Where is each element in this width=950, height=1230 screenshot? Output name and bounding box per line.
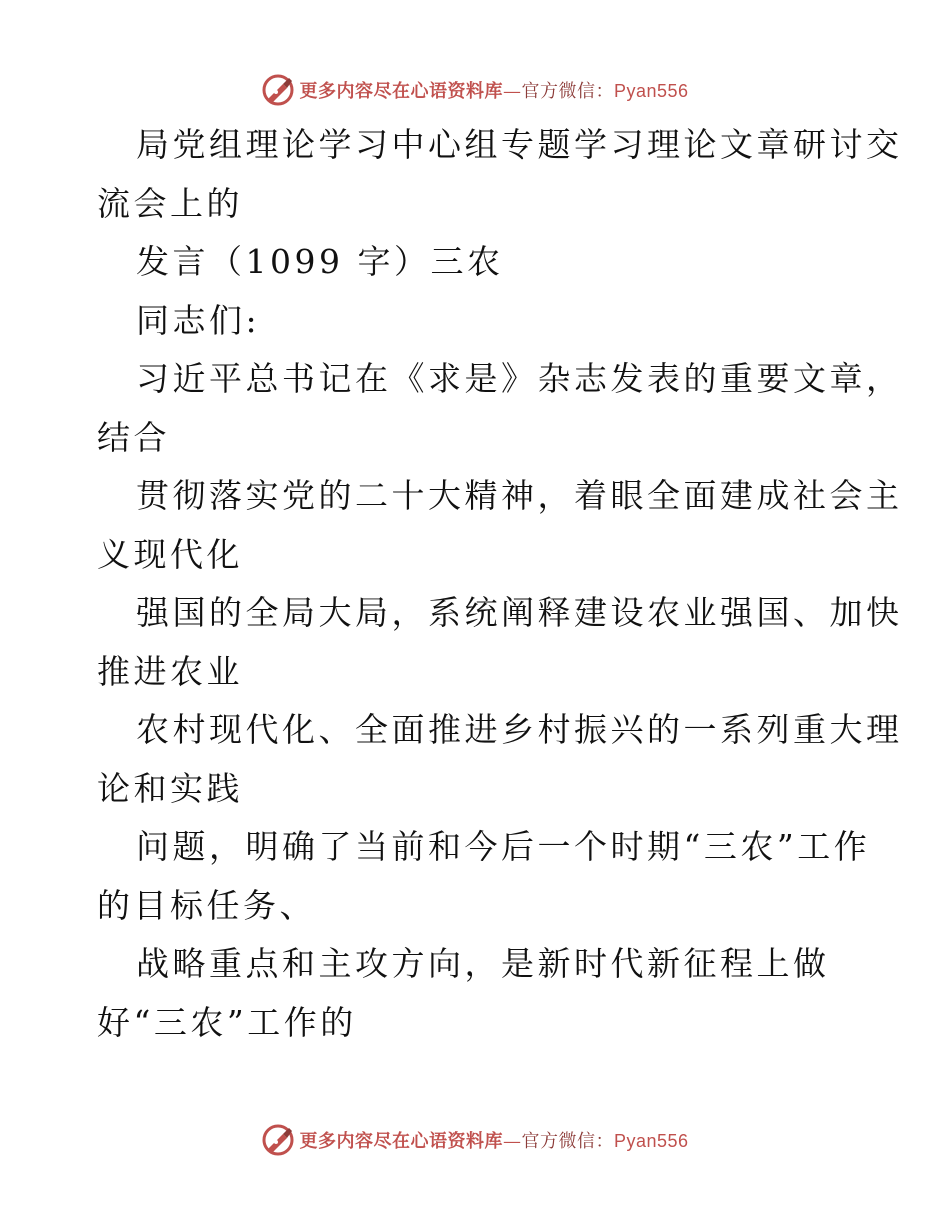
pen-logo-icon — [261, 73, 295, 107]
pen-logo-icon — [261, 1123, 295, 1157]
watermark-main: 更多内容尽在心语资料库 — [299, 81, 503, 102]
watermark-banner-top — [0, 70, 950, 110]
text-line: 流会上的 — [97, 183, 243, 223]
text-line: 习近平总书记在《求是》杂志发表的重要文章， — [136, 359, 903, 398]
text-line: 发言（1099 字）三农 — [136, 242, 504, 281]
watermark-id: Pyan556 — [613, 1131, 689, 1151]
watermark-text — [299, 1127, 688, 1153]
text-line: 农村现代化、全面推进乡村振兴的一系列重大理 — [136, 710, 903, 749]
text-line: 义现代化 — [97, 534, 243, 574]
watermark-main: 更多内容尽在心语资料库 — [299, 1131, 503, 1152]
watermark-dash: — — [502, 81, 522, 102]
text-line: 好“三农”工作的 — [97, 1002, 357, 1042]
text-line: 结合 — [97, 417, 170, 457]
document-body — [97, 116, 903, 1052]
text-line: 的目标任务、 — [97, 885, 316, 925]
text-line: 推进农业 — [97, 651, 243, 691]
watermark-id: Pyan556 — [613, 81, 689, 101]
text-line: 同志们: — [136, 300, 261, 340]
text-line: 战略重点和主攻方向，是新时代新征程上做 — [136, 944, 830, 983]
watermark-label: 官方微信： — [521, 81, 614, 102]
text-line: 贯彻落实党的二十大精神，着眼全面建成社会主 — [136, 476, 903, 515]
watermark-banner-bottom — [0, 1120, 950, 1160]
watermark-text — [299, 77, 688, 103]
text-line: 论和实践 — [97, 768, 243, 808]
text-line: 局党组理论学习中心组专题学习理论文章研讨交 — [136, 125, 903, 164]
text-line: 问题，明确了当前和今后一个时期“三农”工作 — [136, 827, 871, 866]
text-line: 强国的全局大局，系统阐释建设农业强国、加快 — [136, 593, 903, 632]
watermark-label: 官方微信： — [521, 1131, 614, 1152]
watermark-dash: — — [502, 1131, 522, 1152]
